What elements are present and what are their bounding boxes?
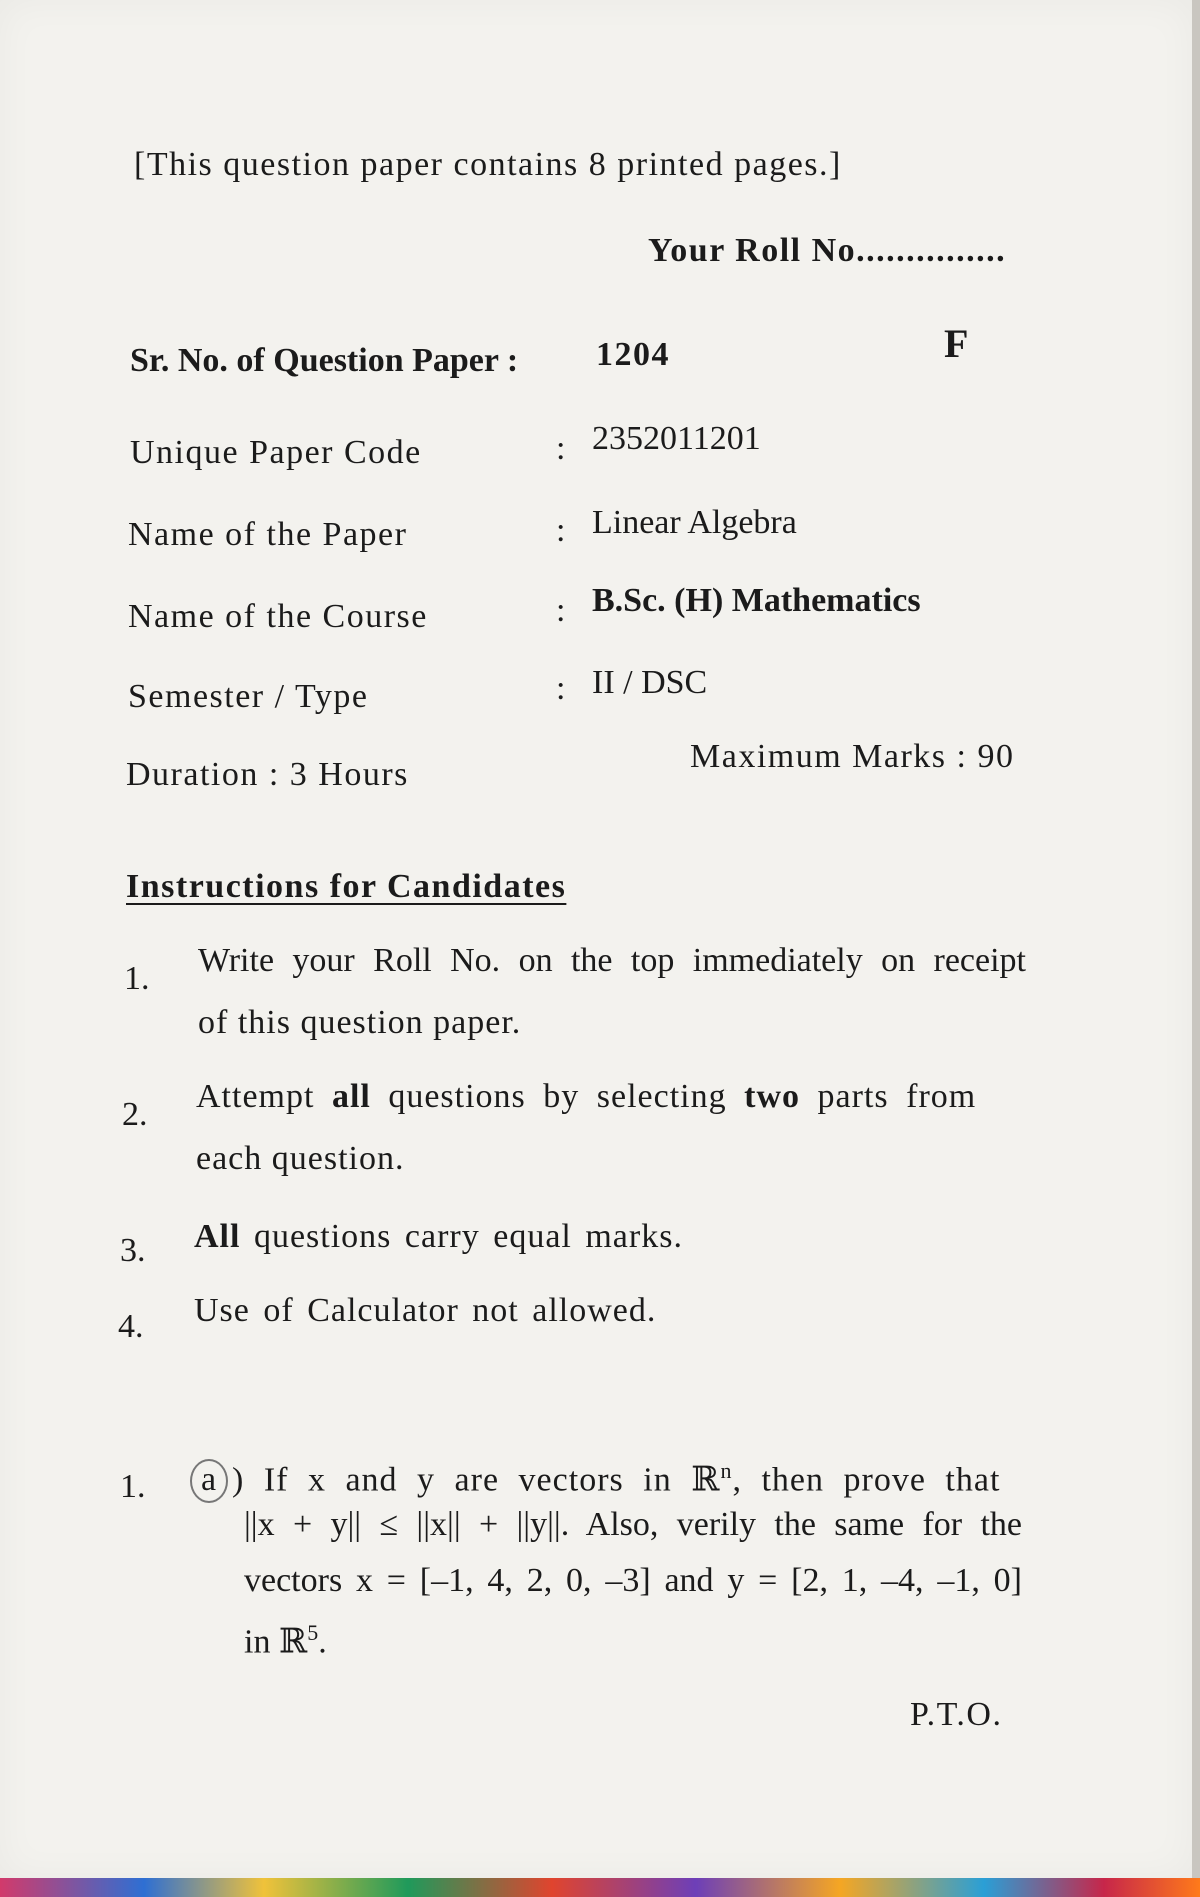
instruction-number: 4. (118, 1308, 144, 1345)
instruction-number: 1. (124, 960, 150, 997)
question-line-3: vectors x = [–1, 4, 2, 0, –3] and y = [2, 1, –4, –1, 0] (244, 1562, 1022, 1599)
question-number: 1. (120, 1468, 146, 1505)
sr-no-value: 1204 (596, 336, 670, 373)
question-line-1 (190, 1458, 1000, 1503)
text-run: questions by selecting (370, 1078, 745, 1115)
detail-colon: : (556, 512, 566, 549)
text-run: ) If x and y are vectors in ℝ (232, 1461, 721, 1499)
instructions-heading: Instructions for Candidates (126, 868, 567, 905)
text-run: , then prove that (732, 1461, 1001, 1499)
detail-value: 2352011201 (592, 420, 761, 457)
part-letter: a (200, 1461, 218, 1499)
instruction-number: 3. (120, 1232, 146, 1269)
emphasis-all: All (194, 1218, 241, 1255)
text-run: . (318, 1623, 327, 1661)
instruction-text-cont: of this question paper. (198, 1004, 522, 1041)
question-line-4 (244, 1620, 327, 1661)
detail-colon: : (556, 670, 566, 707)
detail-colon: : (556, 430, 566, 467)
pages-note: [This question paper contains 8 printed pages.] (134, 146, 842, 183)
text-run: in ℝ (244, 1623, 308, 1661)
question-line-2: ||x + y|| ≤ ||x|| + ||y||. Also, verily the same for the (244, 1506, 1022, 1543)
instruction-text (196, 1078, 976, 1116)
page-edge-shadow (1192, 0, 1200, 1878)
roll-number-field: Your Roll No............... (648, 232, 1007, 269)
detail-value: II / DSC (592, 664, 708, 701)
instruction-text-cont: each question. (196, 1140, 405, 1177)
instruction-number: 2. (122, 1096, 148, 1133)
maximum-marks: Maximum Marks : 90 (690, 738, 1015, 775)
text-run: Attempt (196, 1078, 332, 1115)
instruction-text: Write your Roll No. on the top immediately on receipt (198, 942, 1026, 979)
instruction-text: Use of Calculator not allowed. (194, 1292, 657, 1329)
superscript-n: n (720, 1458, 733, 1483)
pto-note: P.T.O. (910, 1696, 1003, 1733)
emphasis-all: all (331, 1078, 371, 1115)
paper-set-letter: F (944, 321, 969, 366)
superscript-5: 5 (307, 1620, 319, 1645)
duration: Duration : 3 Hours (126, 756, 409, 793)
instruction-text (194, 1218, 683, 1256)
text-run: questions carry equal marks. (240, 1218, 683, 1255)
detail-value: Linear Algebra (592, 504, 797, 541)
background-fabric-strip (0, 1878, 1200, 1897)
detail-label: Unique Paper Code (130, 434, 422, 471)
emphasis-two: two (744, 1078, 801, 1115)
detail-value: B.Sc. (H) Mathematics (592, 582, 921, 619)
text-run: parts from (800, 1078, 977, 1115)
detail-label: Name of the Paper (128, 516, 408, 553)
part-label-circled (190, 1459, 228, 1503)
detail-label: Semester / Type (128, 678, 369, 715)
detail-colon: : (556, 592, 566, 629)
sr-no-label: Sr. No. of Question Paper : (130, 342, 519, 379)
detail-label: Name of the Course (128, 598, 428, 635)
